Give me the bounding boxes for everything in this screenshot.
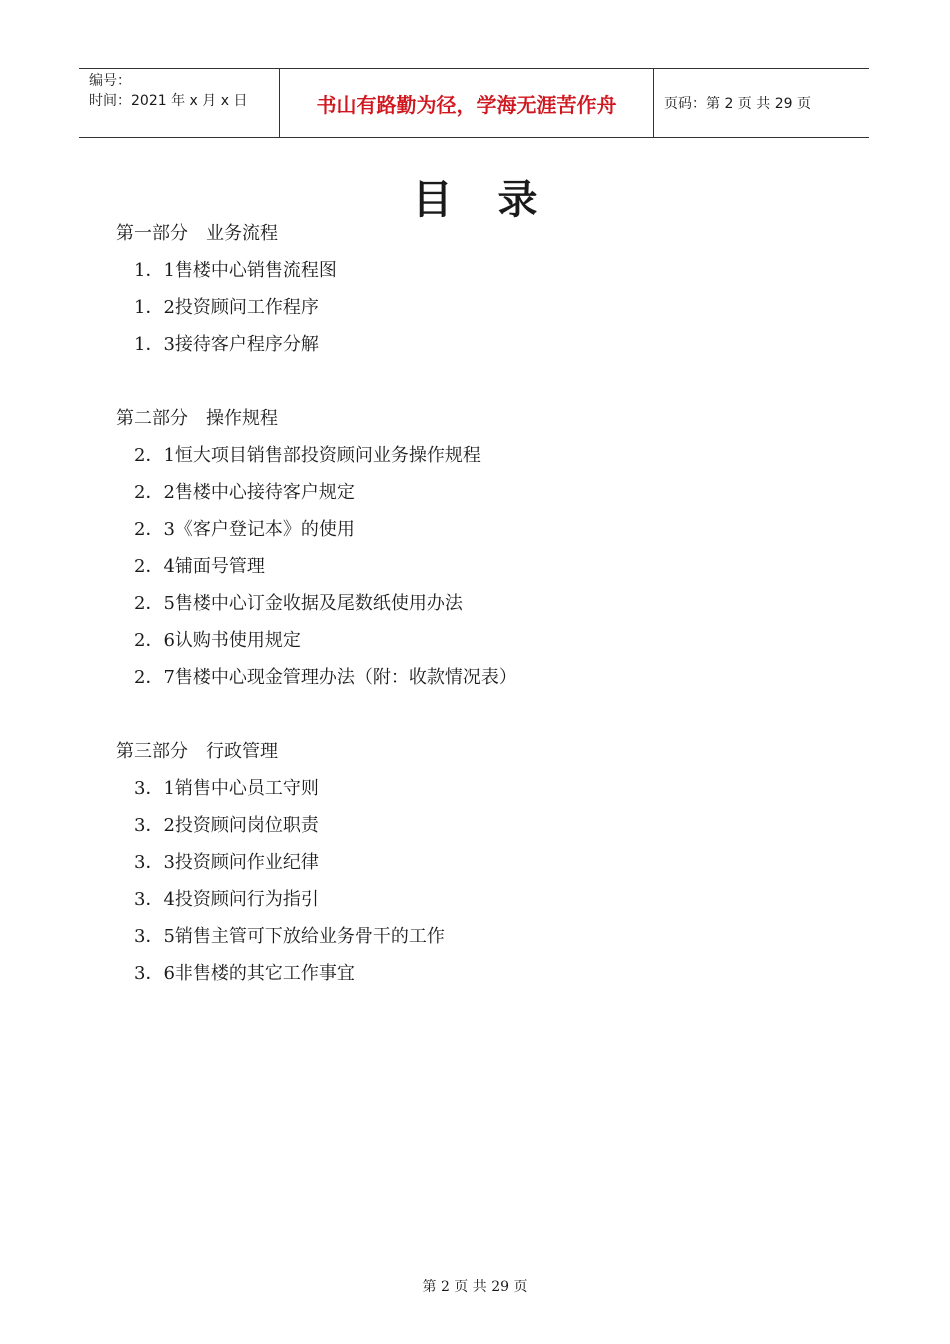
- toc-item: 1．3接待客户程序分解: [134, 334, 319, 355]
- header-info: [79, 69, 280, 137]
- toc-item: 2．3《客户登记本》的使用: [134, 519, 355, 540]
- table-of-contents: [116, 215, 517, 992]
- toc-item: 1．2投资顾问工作程序: [134, 297, 319, 318]
- toc-item: 3．1销售中心员工守则: [134, 778, 319, 799]
- toc-item: 2．5售楼中心订金收据及尾数纸使用办法: [134, 593, 463, 614]
- toc-item: 2．6认购书使用规定: [134, 630, 301, 651]
- toc-item: 3．4投资顾问行为指引: [134, 889, 319, 910]
- section-heading: 第三部分 行政管理: [116, 741, 278, 762]
- page-header: [79, 68, 869, 138]
- toc-item: 3．6非售楼的其它工作事宜: [134, 963, 355, 984]
- number-label: 编号：: [89, 73, 131, 89]
- spacer: [116, 696, 517, 733]
- spacer: [116, 363, 517, 400]
- page-footer: 第 2 页 共 29 页: [422, 1279, 528, 1295]
- toc-item: 2．2售楼中心接待客户规定: [134, 482, 355, 503]
- toc-item: 2．7售楼中心现金管理办法（附：收款情况表）: [134, 667, 517, 688]
- toc-item: 2．1恒大项目销售部投资顾问业务操作规程: [134, 445, 481, 466]
- toc-item: 3．3投资顾问作业纪律: [134, 852, 319, 873]
- toc-item: 1．1售楼中心销售流程图: [134, 260, 337, 281]
- page-title: 目录: [412, 176, 583, 223]
- toc-item: 3．5销售主管可下放给业务骨干的工作: [134, 926, 445, 947]
- toc-item: 2．4铺面号管理: [134, 556, 265, 577]
- header-page-label: 页码：第 2 页 共 29 页: [664, 96, 811, 112]
- section-heading: 第一部分 业务流程: [116, 223, 278, 244]
- toc-item: 3．2投资顾问岗位职责: [134, 815, 319, 836]
- header-motto: 书山有路勤为径，学海无涯苦作舟: [280, 69, 654, 137]
- section-heading: 第二部分 操作规程: [116, 408, 278, 429]
- time-label: 时间：2021 年 x 月 x 日: [89, 93, 248, 109]
